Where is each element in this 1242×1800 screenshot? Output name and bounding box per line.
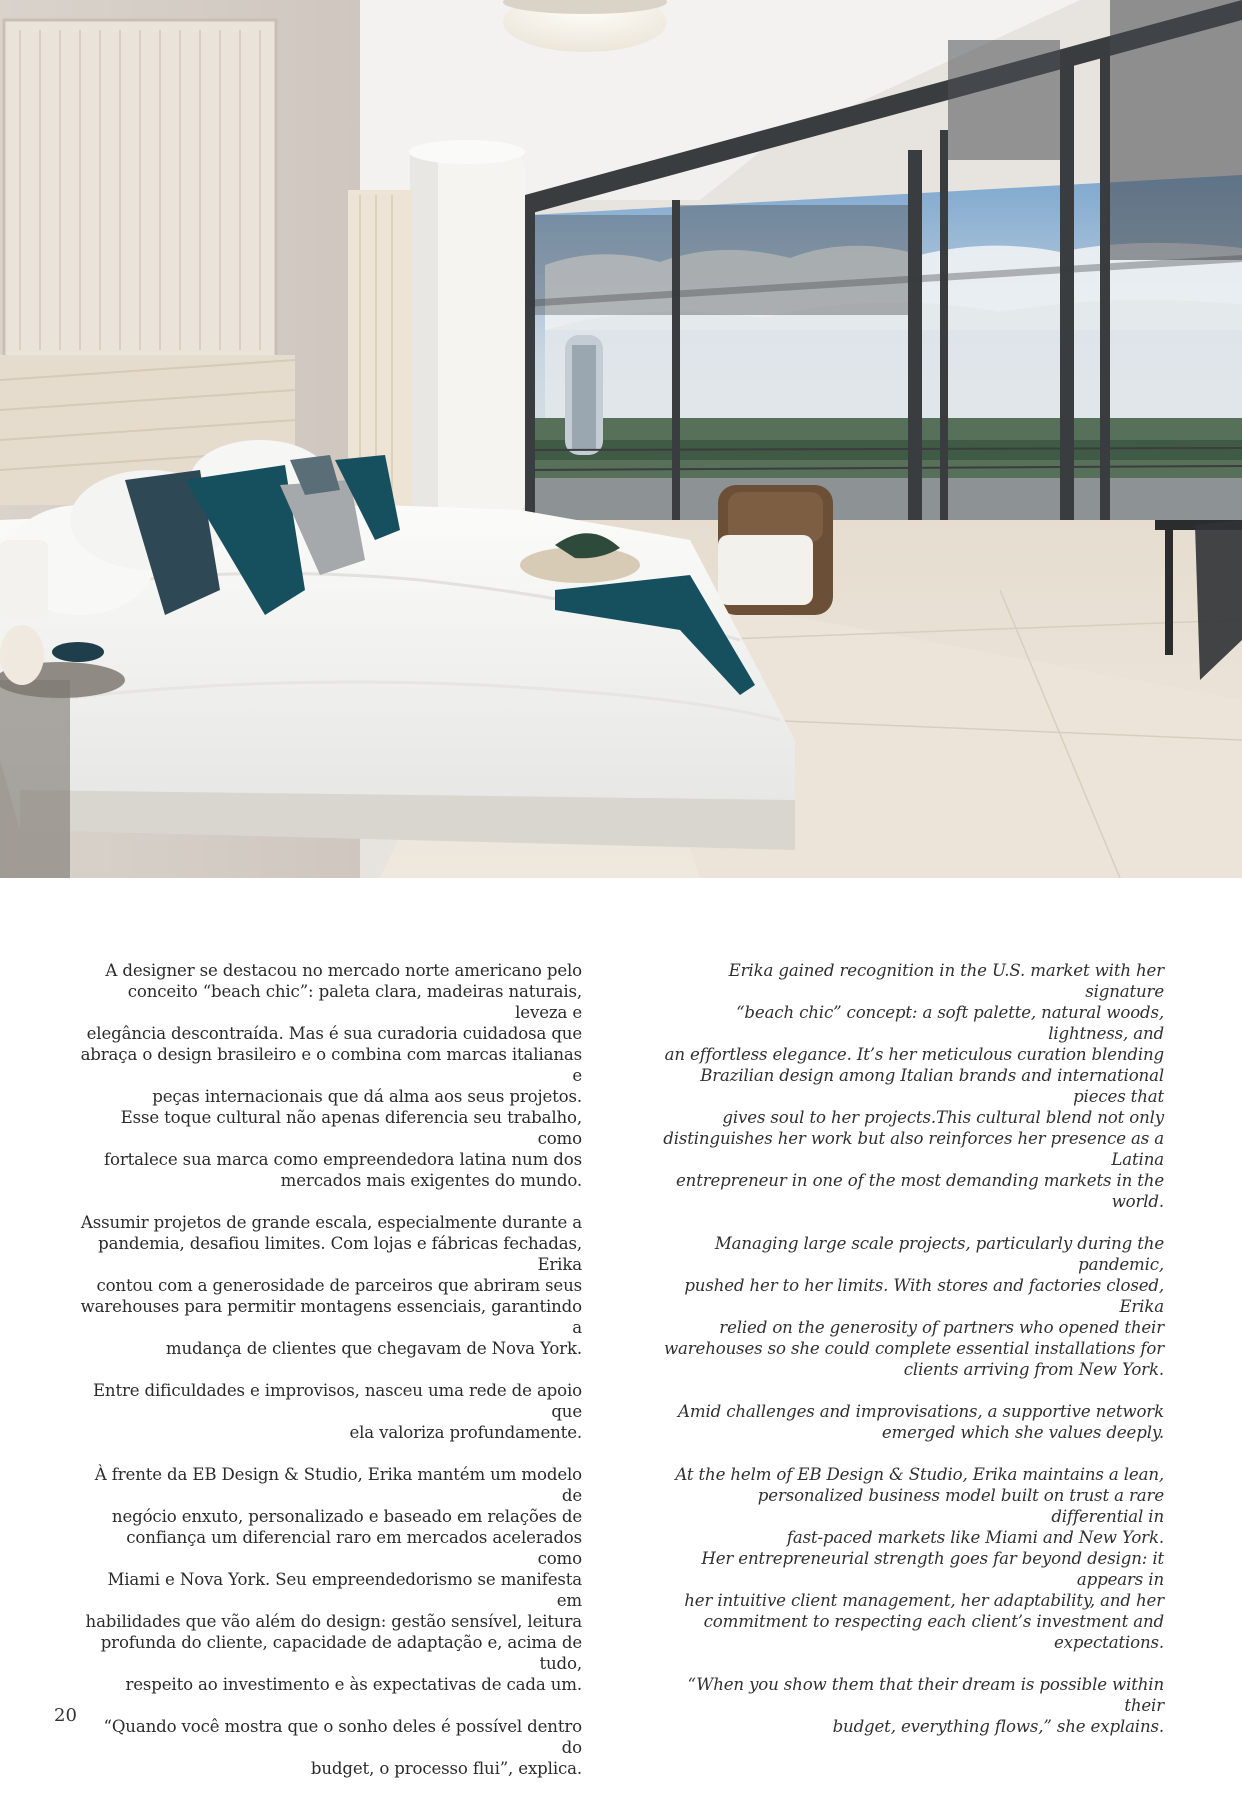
article-paragraph-pt: Assumir projetos de grande escala, especialmente durante a pandemia, desafiou limites. Com lojas e fábricas fechadas, Erika contou com a generosidade de parceiros que abriram seus warehouses para permitir montagens essenciais, garantindo a mudança de clientes que chegavam de Nova York.: [80, 1213, 582, 1358]
article-paragraph-pt: À frente da EB Design & Studio, Erika mantém um modelo de negócio enxuto, personalizado e baseado em relações de confiança um diferencial raro em mercados acelerados como Miami e Nova York. Seu empreendedorismo se manifesta em habilidades que vão além do design: gestão sensível, leitura profunda do cliente, capacidade de adaptação e, acima de tudo, respeito ao investimento e às expectativas de cada um.: [85, 1465, 582, 1694]
article-paragraph-pt: A designer se destacou no mercado norte americano pelo conceito “beach chic”: paleta clara, madeiras naturais, leveza e elegância descontraída. Mas é sua curadoria cuidadosa que abraça o design brasileiro e o combina com marcas italianas e peças internacionais que dá alma aos seus projetos. Esse toque cultural não apenas diferencia seu trabalho, como fortalece sua marca como empreendedora latina num dos mercados mais exigentes do mundo.: [80, 961, 582, 1190]
article-paragraph-en: Managing large scale projects, particularly during the pandemic, pushed her to her limits. With stores and factories closed, Erika relied on the generosity of partners who opened their warehouses so she could complete essential installations for clients arriving from New York.: [663, 1234, 1164, 1379]
article-column-english: [662, 960, 1164, 1758]
page-number: 20: [54, 1705, 77, 1726]
article-paragraph-pt: Entre dificuldades e improvisos, nasceu uma rede de apoio que ela valoriza profundamente.: [92, 1381, 582, 1442]
bedroom-photo: [0, 0, 1242, 878]
article-column-portuguese: [80, 960, 582, 1800]
article-quote-pt: “Quando você mostra que o sonho deles é possível dentro do budget, o processo flui”, explica.: [103, 1717, 582, 1778]
article-quote-en: “When you show them that their dream is possible within their budget, everything flows,” she explains.: [687, 1675, 1164, 1736]
article-paragraph-en: At the helm of EB Design & Studio, Erika maintains a lean, personalized business model built on trust a rare differential in fast-paced markets like Miami and New York. Her entrepreneurial strength goes far beyond design: it appears in her intuitive client management, her adaptability, and her commitment to respecting each client’s investment and expectations.: [675, 1465, 1164, 1652]
article-paragraph-en: Erika gained recognition in the U.S. market with her signature “beach chic” concept: a soft palette, natural woods, lightness, and an effortless elegance. It’s her meticulous curation blending Brazilian design among Italian brands and international pieces that gives soul to her projects.This cultural blend not only distinguishes her work but also reinforces her presence as a Latina entrepreneur in one of the most demanding markets in the world.: [663, 961, 1164, 1211]
armchair: [718, 485, 833, 615]
article-paragraph-en: Amid challenges and improvisations, a supportive network emerged which she values deeply.: [678, 1402, 1164, 1442]
